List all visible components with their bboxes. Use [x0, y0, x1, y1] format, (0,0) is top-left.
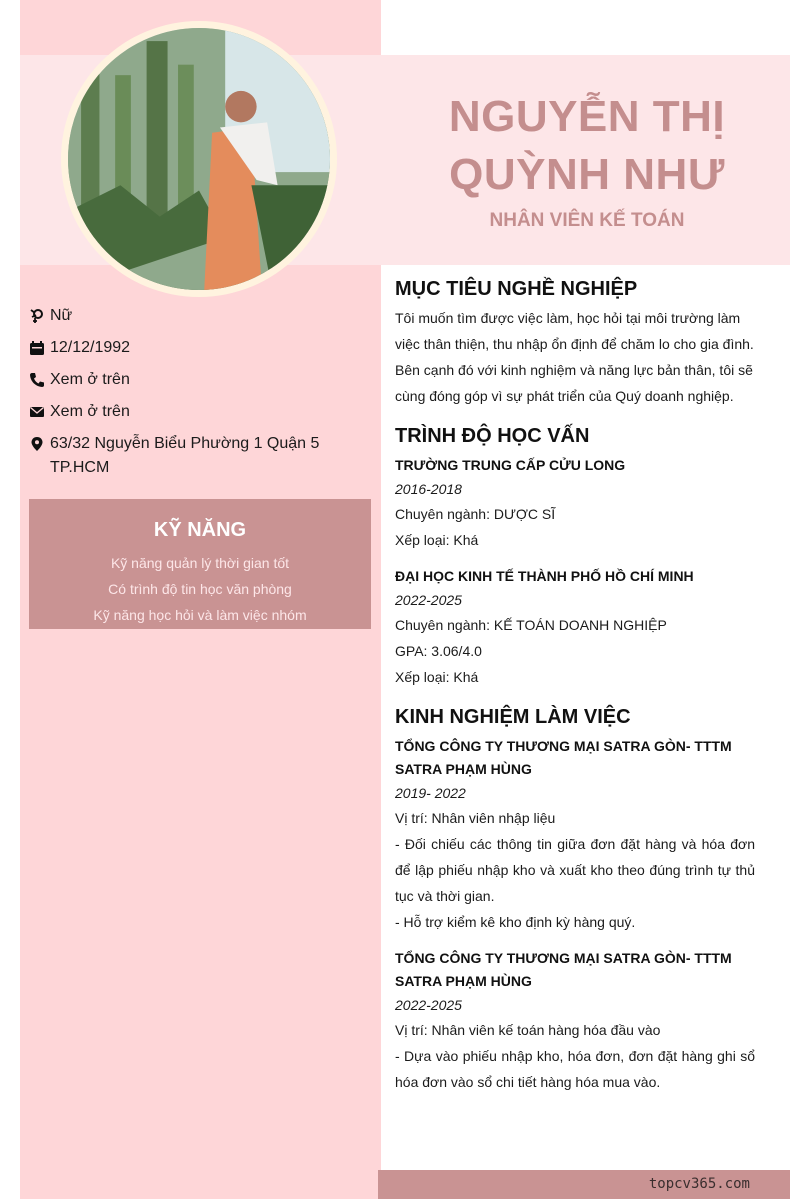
experience-entry — [395, 947, 755, 1095]
objective-title: MỤC TIÊU NGHỀ NGHIỆP — [395, 278, 638, 300]
education-period: 2022-2025 — [395, 592, 462, 608]
contact-email — [29, 400, 369, 424]
school-name: ĐẠI HỌC KINH TẾ THÀNH PHỐ HỒ CHÍ MINH — [395, 568, 694, 584]
education-entry — [395, 454, 755, 553]
calendar-icon — [29, 336, 46, 360]
candidate-name-line1: NGUYỄN THỊ — [448, 92, 726, 141]
experience-duty: - Đối chiếu các thông tin giữa đơn đặt hàng và hóa đơn để lập phiếu nhập kho và xuất kho theo đúng trình tự thủ tục và thời gian. — [395, 836, 755, 904]
skills-title: KỸ NĂNG — [153, 519, 247, 541]
company-name: TỔNG CÔNG TY THƯƠNG MẠI SATRA GÒN- TTTM SATRA PHẠM HÙNG — [395, 738, 732, 777]
phone-icon — [29, 368, 46, 392]
address-value: 63/32 Nguyễn Biểu Phường 1 Quận 5 TP.HCM — [50, 435, 320, 476]
experience-duty: - Dựa vào phiếu nhập kho, hóa đơn, đơn đặt hàng ghi sổ hóa đơn vào sổ chi tiết hàng hóa mua vào. — [395, 1048, 755, 1090]
gender-icon — [29, 304, 46, 328]
contact-phone — [29, 368, 369, 392]
education-detail: GPA: 3.06/4.0 — [395, 643, 482, 659]
school-name: TRƯỜNG TRUNG CẤP CỬU LONG — [395, 457, 626, 473]
contact-birthday — [29, 336, 369, 360]
candidate-name — [400, 88, 774, 204]
birthday-value: 12/12/1992 — [50, 339, 131, 356]
company-name: TỔNG CÔNG TY THƯƠNG MẠI SATRA GÒN- TTTM SATRA PHẠM HÙNG — [395, 950, 732, 989]
experience-entry — [395, 735, 755, 935]
experience-title: KINH NGHIỆM LÀM VIỆC — [395, 706, 631, 728]
envelope-icon — [29, 400, 46, 424]
experience-duty: - Hỗ trợ kiểm kê kho định kỳ hàng quý. — [395, 914, 636, 930]
candidate-name-line2: QUỲNH NHƯ — [449, 150, 725, 199]
objective-text: Tôi muốn tìm được việc làm, học hỏi tại môi trường làm việc thân thiện, thu nhập ổn định để chăm lo cho gia đình. Bên cạnh đó với kinh nghiệm và năng lực bản thân, tôi sẽ cùng đóng góp vì sự phát triển của Quý doanh nghiệp. — [395, 310, 754, 404]
gender-value: Nữ — [50, 307, 73, 324]
education-detail: Xếp loại: Khá — [395, 532, 479, 548]
experience-period: 2022-2025 — [395, 997, 462, 1013]
contact-gender — [29, 304, 369, 328]
education-title: TRÌNH ĐỘ HỌC VẤN — [395, 425, 590, 447]
email-value: Xem ở trên — [50, 403, 130, 420]
phone-value: Xem ở trên — [50, 371, 130, 388]
skills-box — [29, 499, 371, 629]
skill-item: Kỹ năng quản lý thời gian tốt — [110, 555, 290, 571]
profile-photo — [68, 28, 330, 290]
education-detail: Chuyên ngành: DƯỢC SĨ — [395, 506, 556, 522]
experience-position: Vị trí: Nhân viên kế toán hàng hóa đầu vào — [395, 1022, 661, 1038]
map-pin-icon — [29, 432, 46, 456]
education-detail: Xếp loại: Khá — [395, 669, 479, 685]
footer-bar — [378, 1170, 790, 1199]
skill-item: Có trình độ tin học văn phòng — [108, 581, 292, 597]
skills-list — [29, 550, 371, 628]
job-title: NHÂN VIÊN KẾ TOÁN — [489, 210, 685, 231]
avatar — [61, 21, 337, 297]
education-period: 2016-2018 — [395, 481, 462, 497]
education-detail: Chuyên ngành: KẾ TOÁN DOANH NGHIỆP — [395, 617, 667, 633]
main-content — [395, 278, 755, 1095]
skill-item: Kỹ năng học hỏi và làm việc nhóm — [93, 607, 307, 623]
education-entry — [395, 565, 755, 690]
experience-position: Vị trí: Nhân viên nhập liệu — [395, 810, 556, 826]
contact-address — [29, 432, 369, 480]
experience-period: 2019- 2022 — [395, 785, 466, 801]
watermark-text: topcv365.com — [648, 1176, 750, 1192]
